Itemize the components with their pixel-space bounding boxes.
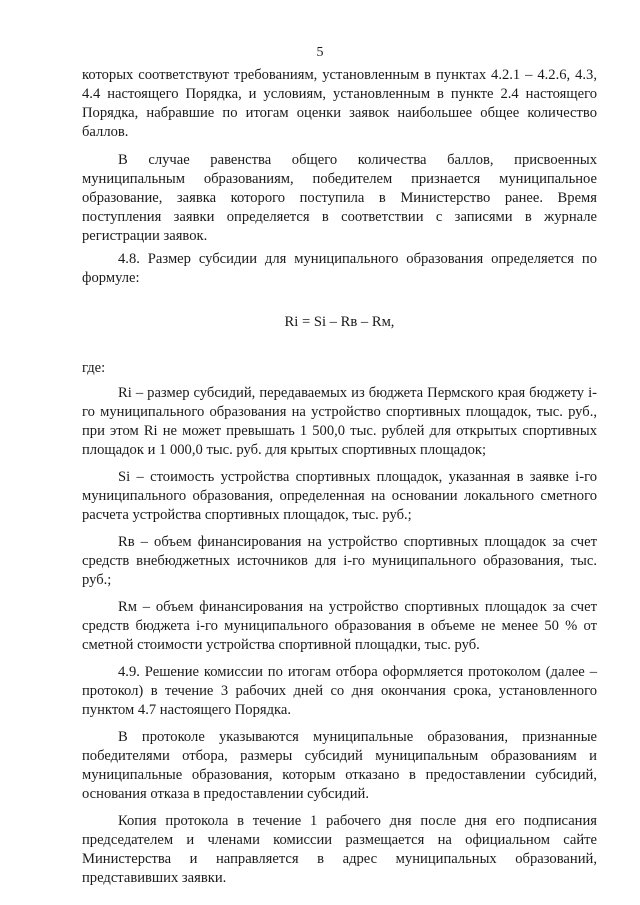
formula-where-label: где:	[82, 360, 106, 376]
paragraph-equal-scores: В случае равенства общего количества баллов, присвоенных муниципальным образованиям, победителем признается муниципальное образование, заявка которого поступила в Министерство ранее. Время поступления заявки определяется в соответствии с записями в журнале регистрации заявок.	[82, 152, 597, 244]
definition-rv: Rв – объем финансирования на устройство спортивных площадок за счет средств внебюджетных источников для i-го муниципального образования, тыс. руб.;	[82, 534, 597, 588]
page-number: 5	[316, 45, 324, 60]
definition-rm: Rм – объем финансирования на устройство спортивных площадок за счет средств бюджета i-го муниципального образования в объеме не менее 50 % от сметной стоимости устройства спортивной площадки, тыс. руб.	[82, 599, 597, 653]
paragraph-protocol-contents: В протоколе указываются муниципальные образования, признанные победителями отбора, размеры субсидий муниципальным образованиям и муниципальные образования, которым отказано в предоставлении субсидий, основания отказа в предоставлении субсидий.	[82, 729, 597, 802]
document-body	[82, 66, 597, 888]
definition-si: Si – стоимость устройства спортивных площадок, указанная в заявке i-го муниципального образования, определенная на основании локального сметного расчета устройства спортивных площадок, тыс. руб.;	[82, 469, 597, 523]
paragraph-4-8: 4.8. Размер субсидии для муниципального образования определяется по формуле:	[82, 251, 597, 286]
paragraph-protocol-copy: Копия протокола в течение 1 рабочего дня после дня его подписания председателем и членами комиссии размещается на официальном сайте Министерства и направляется в адрес муниципальных образований, представивших заявки.	[82, 813, 597, 886]
subsidy-formula: Ri = Si – Rв – Rм,	[284, 314, 395, 330]
definition-ri: Ri – размер субсидий, передаваемых из бюджета Пермского края бюджету i-го муниципального образования на устройство спортивных площадок, тыс. руб., при этом Ri не может превышать 1 500,0 тыс. рублей для открытых спортивных площадок и 1 000,0 тыс. руб. для крытых спортивных площадок;	[82, 385, 597, 458]
paragraph-continuation: которых соответствуют требованиям, установленным в пунктах 4.2.1 – 4.2.6, 4.3, 4.4 настоящего Порядка, и условиям, установленным в пункте 2.4 настоящего Порядка, набравшие по итогам оценки заявок наибольшее общее количество баллов.	[82, 67, 597, 140]
paragraph-4-9: 4.9. Решение комиссии по итогам отбора оформляется протоколом (далее – протокол) в течение 3 рабочих дней со дня окончания срока, установленного пунктом 4.7 настоящего Порядка.	[82, 664, 597, 718]
